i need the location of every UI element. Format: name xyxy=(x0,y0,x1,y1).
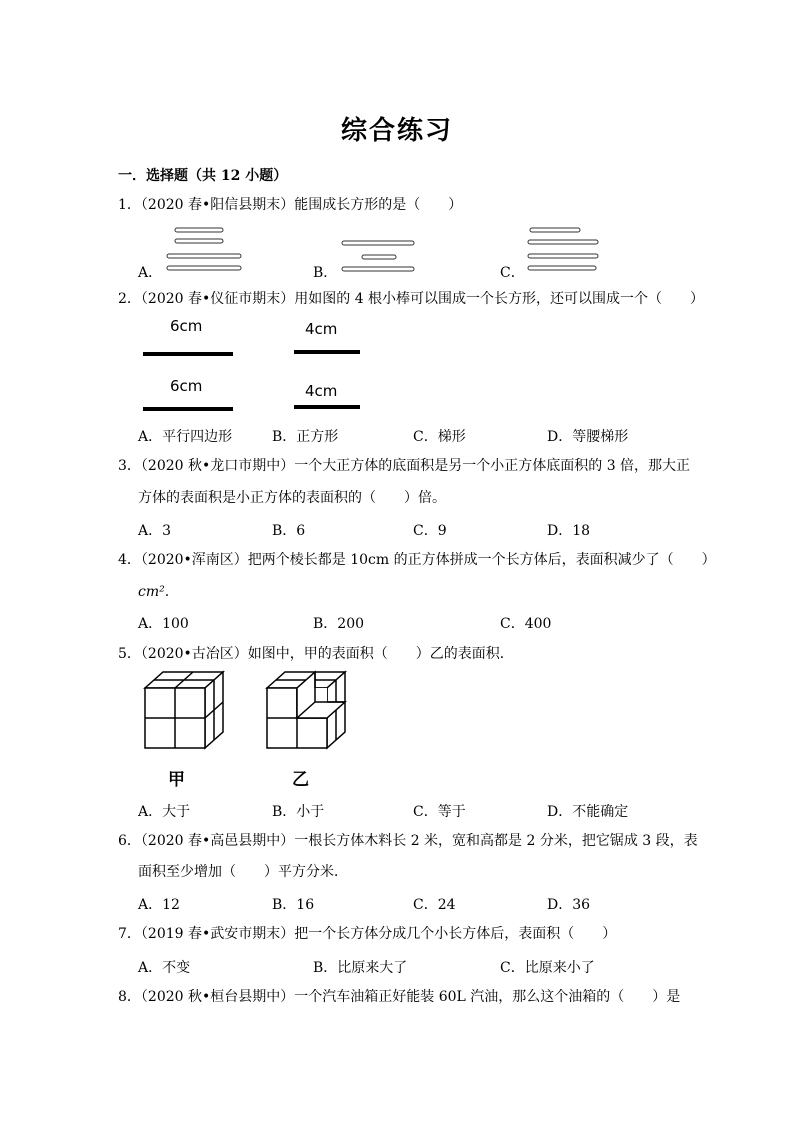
q3-option-b[interactable]: B．6 xyxy=(272,523,306,539)
q7-option-b[interactable]: B．比原来大了 xyxy=(313,960,408,976)
question-3-text-line2: 方体的表面积是小正方体的表面积的（ ）倍。 xyxy=(138,490,446,506)
q5-option-c[interactable]: C．等于 xyxy=(413,804,466,820)
page-title: 综合练习 xyxy=(340,116,453,146)
question-3-text-line1: 3．（2020 秋•龙口市期中）一个大正方体的底面积是另一个小正方体底面积的 3 倍，那大正 xyxy=(118,458,691,474)
q6-option-d[interactable]: D．36 xyxy=(547,897,591,913)
section-heading: 一．选择题（共 12 小题） xyxy=(118,168,288,184)
q6-option-b[interactable]: B．16 xyxy=(272,897,315,913)
stick-label-4cm-bottom: 4cm xyxy=(305,382,338,400)
question-2-text: 2．（2020 春•仪征市期末）用如图的 4 根小棒可以围成一个长方形，还可以围成一个（ ） xyxy=(118,291,705,307)
question-7-text: 7．（2019 春•武安市期末）把一个长方体分成几个小长方体后，表面积（ ） xyxy=(118,926,617,942)
q1-option-b[interactable]: B． xyxy=(313,265,338,281)
stick-label-6cm-bottom: 6cm xyxy=(170,377,203,395)
q3-option-a[interactable]: A．3 xyxy=(138,523,172,539)
q4-option-c[interactable]: C．400 xyxy=(500,616,552,632)
q7-option-a[interactable]: A．不变 xyxy=(138,960,191,976)
q1-sticks-figure-a xyxy=(165,226,245,274)
q2-option-d[interactable]: D．等腰梯形 xyxy=(547,429,629,445)
q7-option-c[interactable]: C．比原来小了 xyxy=(500,960,595,976)
question-1-text: 1．（2020 春•阳信县期末）能围成长方形的是（ ） xyxy=(118,197,463,213)
stick-label-4cm-top: 4cm xyxy=(305,320,338,338)
q2-sticks-figure xyxy=(140,345,370,415)
q2-option-c[interactable]: C．梯形 xyxy=(413,429,466,445)
q2-option-a[interactable]: A．平行四边形 xyxy=(138,429,233,445)
q5-option-d[interactable]: D．不能确定 xyxy=(547,804,629,820)
q4-option-b[interactable]: B．200 xyxy=(313,616,365,632)
stick-label-6cm-top: 6cm xyxy=(170,317,203,335)
question-4-text-line1: 4．（2020•浑南区）把两个棱长都是 10cm 的正方体拼成一个长方体后，表面积减少了（ ） xyxy=(118,552,716,568)
q5-option-b[interactable]: B．小于 xyxy=(272,804,325,820)
cube-label-yi: 乙 xyxy=(292,770,309,790)
q6-option-a[interactable]: A．12 xyxy=(138,897,180,913)
cube-figure-jia xyxy=(140,668,230,756)
cube-figure-yi xyxy=(262,668,352,756)
q1-sticks-figure-b xyxy=(340,238,420,274)
q6-option-c[interactable]: C．24 xyxy=(413,897,456,913)
q1-option-a[interactable]: A． xyxy=(138,265,163,281)
question-4-text-line2: cm². xyxy=(138,584,170,600)
question-6-text-line2: 面积至少增加（ ）平方分米． xyxy=(138,864,348,880)
q3-option-c[interactable]: C．9 xyxy=(413,523,447,539)
q4-option-a[interactable]: A．100 xyxy=(138,616,189,632)
q5-option-a[interactable]: A．大于 xyxy=(138,804,191,820)
question-5-text: 5．（2020•古冶区）如图中，甲的表面积（ ）乙的表面积． xyxy=(118,646,514,662)
cube-label-jia: 甲 xyxy=(168,770,185,790)
q1-option-c[interactable]: C． xyxy=(500,265,525,281)
question-6-text-line1: 6．（2020 春•高邑县期中）一根长方体木料长 2 米，宽和高都是 2 分米，把它锯成 3 段，表 xyxy=(118,833,698,849)
q3-option-d[interactable]: D．18 xyxy=(547,523,591,539)
q1-sticks-figure-c xyxy=(526,226,606,274)
question-8-text: 8．（2020 秋•桓台县期中）一个汽车油箱正好能装 60L 汽油，那么这个油箱的（ ）是 xyxy=(118,989,681,1005)
q2-option-b[interactable]: B．正方形 xyxy=(272,429,339,445)
